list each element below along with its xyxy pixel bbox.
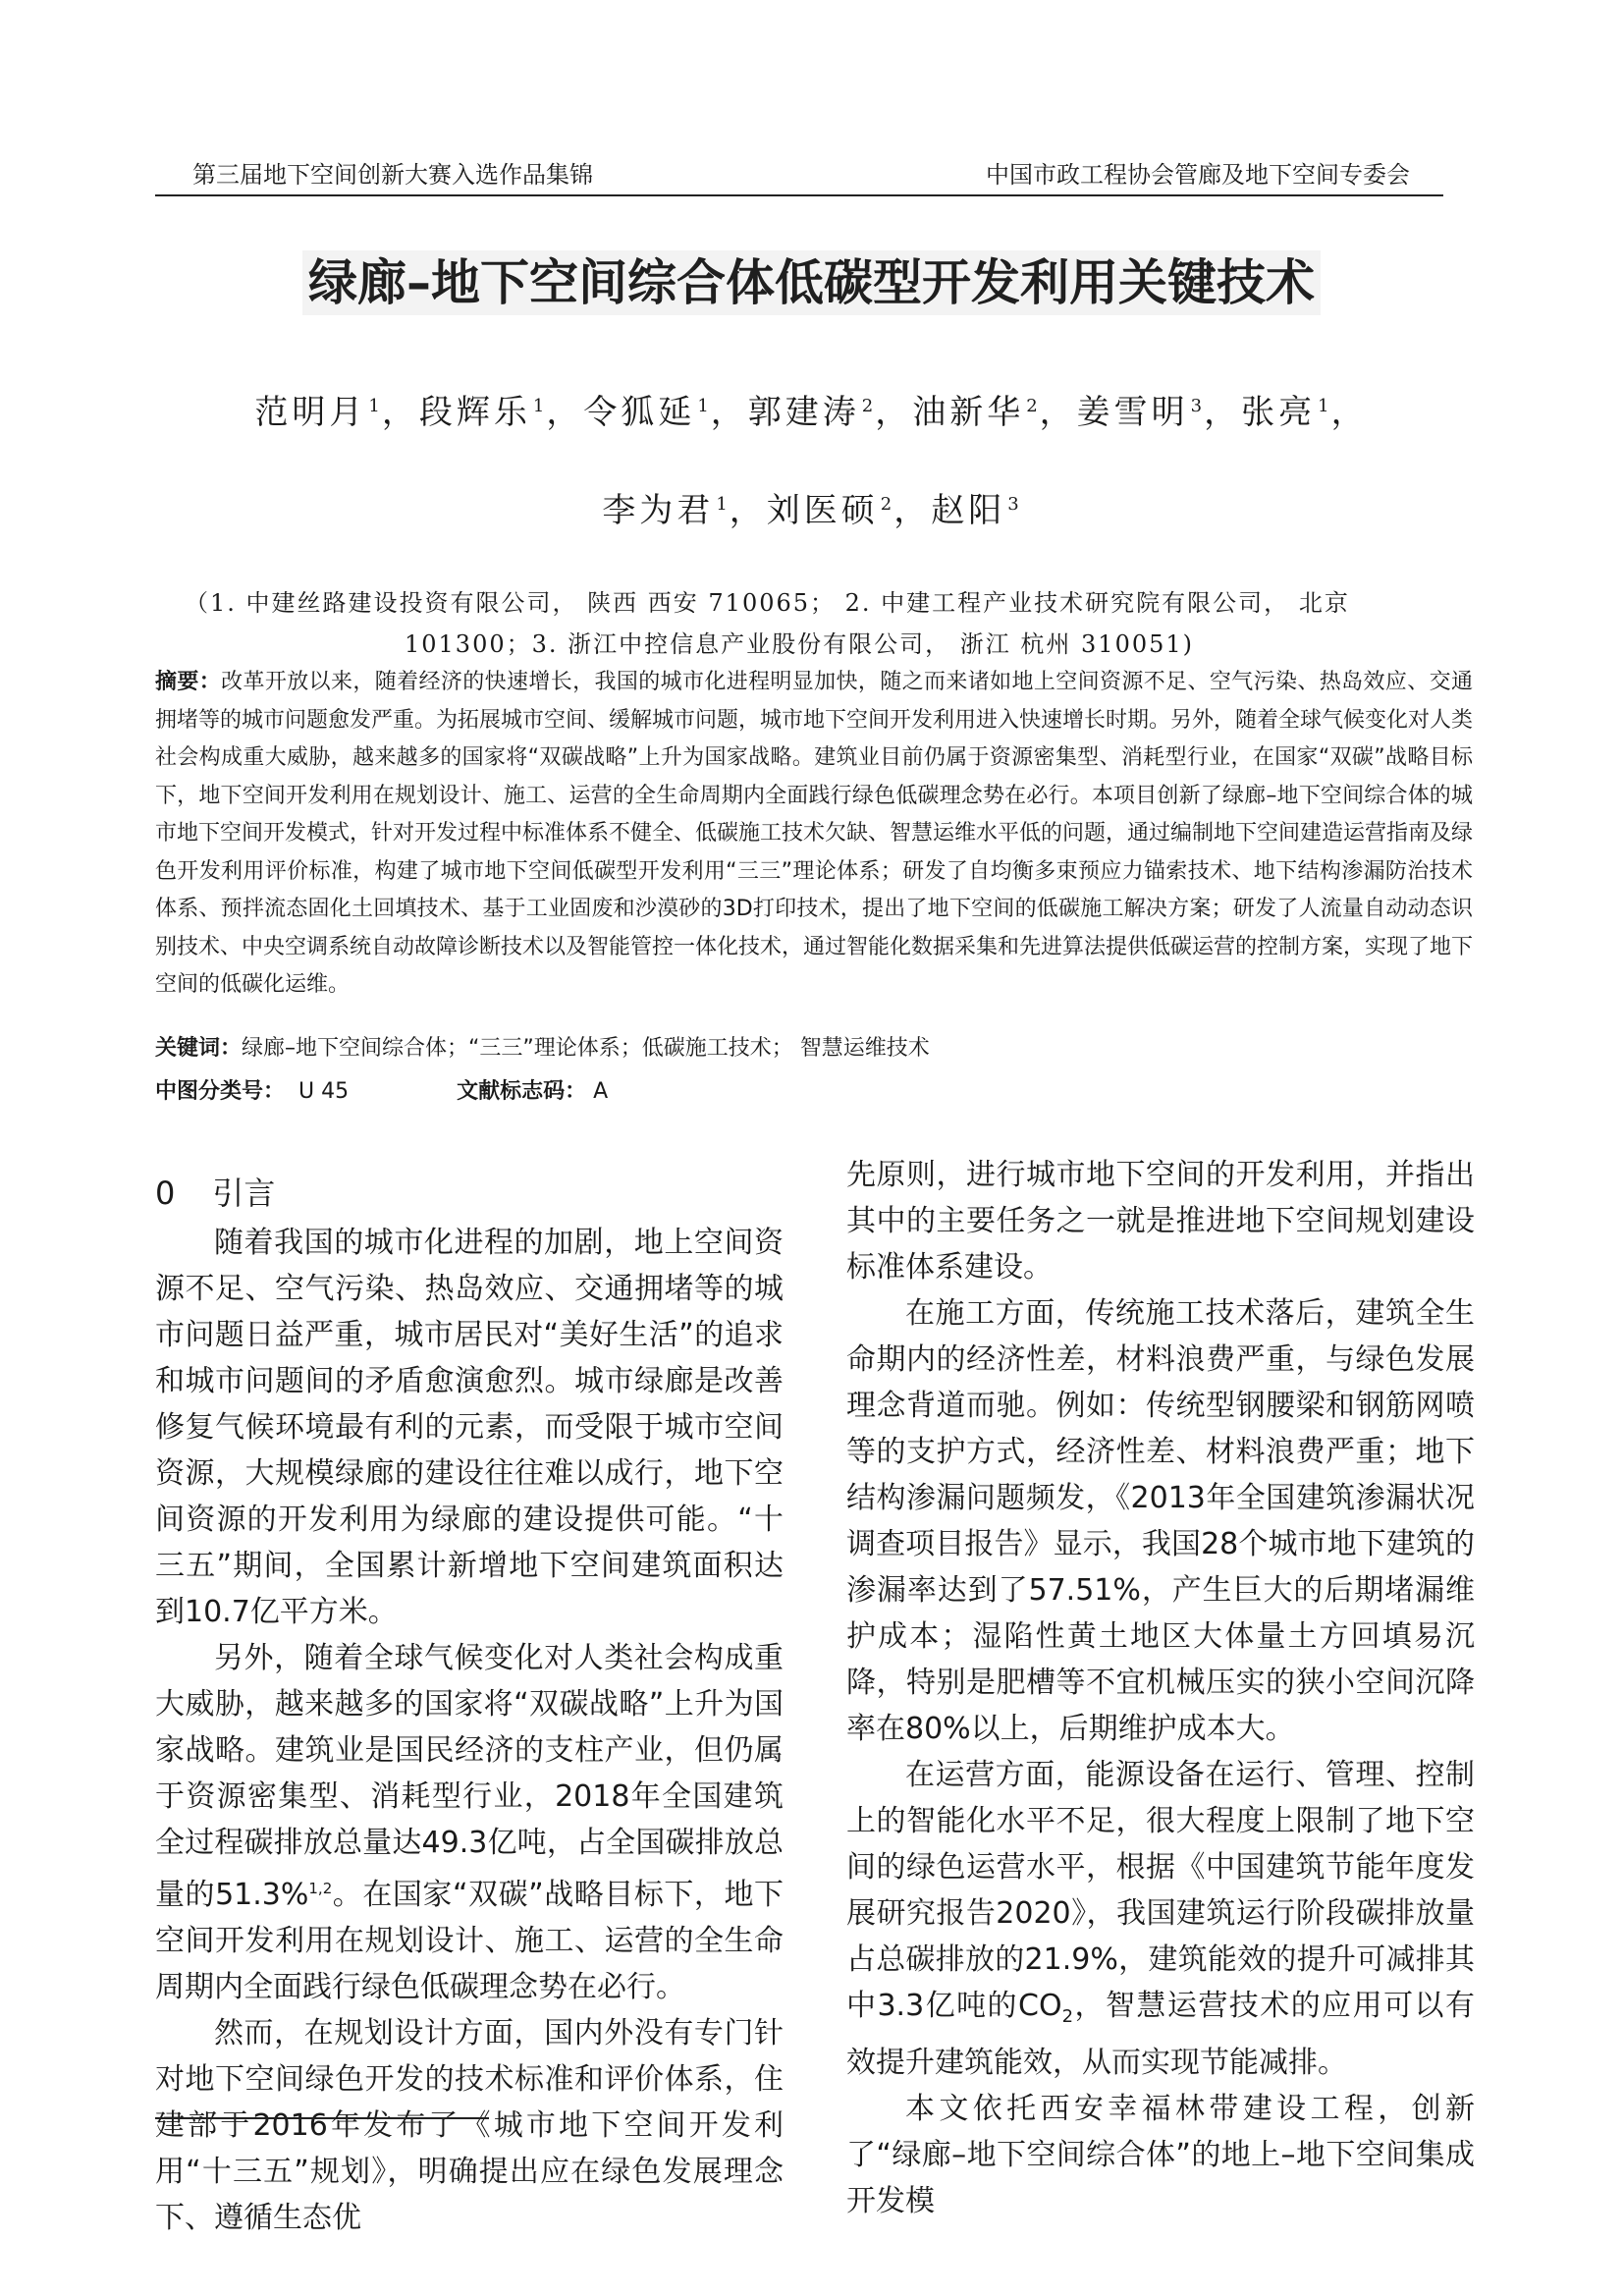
paragraph-text: 在运营方面，能源设备在运行、管理、控制上的智能化水平不足，很大程度上限制了地下空间的绿色运营水平，根据《中国建筑节能年度发展研究报告2020》，我国建筑运行阶段碳排放量占总碳排放的21.9%，建筑能效的提升可减排其中3.3亿吨的CO	[846, 1758, 1475, 2023]
keywords-text: 绿廊–地下空间综合体；“三三”理论体系；低碳施工技术； 智慧运维技术	[242, 1036, 930, 1061]
author-aff: 1	[532, 395, 545, 416]
header-left: 第三届地下空间创新大赛入选作品集锦	[192, 161, 593, 189]
paragraph: 先原则，进行城市地下空间的开发利用，并指出其中的主要任务之一就是推进地下空间规划建设标准体系建设。	[846, 1158, 1475, 1285]
paragraph: 本文依托西安幸福林带建设工程，创新了“绿廊–地下空间综合体”的地上–地下空间集成开发模	[846, 2092, 1475, 2218]
author: 张亮	[1241, 393, 1317, 432]
author-aff: 3	[1190, 395, 1203, 416]
doc-code-value: A	[593, 1079, 609, 1104]
paper-title-text: 绿廊–地下空间综合体低碳型开发利用关键技术	[302, 250, 1321, 315]
author: 范明月	[254, 393, 367, 432]
author-aff: 1	[1318, 395, 1329, 416]
classification	[155, 1074, 608, 1105]
running-header	[155, 147, 1443, 196]
paragraph-text: 。在国家“双碳”战略目标下，地下空间开发利用在规划设计、施工、运营的全生命周期内全面践行绿色低碳理念势在必行。	[155, 1878, 784, 2004]
author: 刘医硕	[766, 491, 879, 530]
section-heading	[155, 1169, 275, 1214]
author-aff: 1	[697, 395, 709, 416]
paragraph-text: 另外，随着全球气候变化对人类社会构成重大威胁，越来越多的国家将“双碳战略”上升为国家战略。建筑业是国民经济的支柱产业，但仍属于资源密集型、消耗型行业，2018年全国建筑全过程碳排放总量达49.3亿吨，占全国碳排放总量的51.3%	[155, 1641, 784, 1912]
paper-title	[0, 244, 1623, 314]
author: 赵阳	[931, 491, 1006, 530]
author-line-1: 范明月 $^1$，段辉乐 $^1$，令狐延 $^1$，郭建涛 $^2$，油新华 $^2$，姜雪明 $^3$，张亮 $^1$，	[254, 393, 1369, 432]
keywords	[155, 1031, 930, 1062]
author: 令狐延	[583, 393, 696, 432]
author-aff: 2	[1026, 395, 1038, 416]
author-aff: 2	[880, 493, 893, 515]
author-aff: 1	[368, 395, 380, 416]
left-column	[155, 1220, 784, 2241]
keywords-label: 关键词：	[155, 1036, 243, 1061]
abstract-label: 摘要：	[155, 670, 222, 694]
citation-ref: 1,2	[308, 1880, 333, 1897]
paragraph	[155, 1635, 784, 2010]
abstract-text: 改革开放以来，随着经济的快速增长，我国的城市化进程明显加快，随之而来诸如地上空间资源不足、空气污染、热岛效应、交通拥堵等的城市问题愈发严重。为拓展城市空间、缓解城市问题，城市地下空间开发利用进入快速增长时期。另外，随着全球气候变化对人类社会构成重大威胁，越来越多的国家将“双碳战略”上升为国家战略。建筑业目前仍属于资源密集型、消耗型行业，在国家“双碳”战略目标下，地下空间开发利用在规划设计、施工、运营的全生命周期内全面践行绿色低碳理念势在必行。本项目创新了绿廊–地下空间综合体的城市地下空间开发模式，针对开发过程中标准体系不健全、低碳施工技术欠缺、智慧运维水平低的问题，通过编制地下空间建造运营指南及绿色开发利用评价标准，构建了城市地下空间低碳型开发利用“三三”理论体系；研发了自均衡多束预应力锚索技术、地下结构渗漏防治技术体系、预拌流态固化土回填技术、基于工业固废和沙漠砂的3D打印技术，提出了地下空间的低碳施工解决方案；研发了人流量自动动态识别技术、中央空调系统自动故障诊断技术以及智能管控一体化技术，通过智能化数据采集和先进算法提供低碳运营的控制方案，实现了地下空间的低碳化运维。	[155, 670, 1474, 997]
paragraph: 然而，在规划设计方面，国内外没有专门针对地下空间绿色开发的技术标准和评价体系，住建部于2016年发布了《城市地下空间开发利用“十三五”规划》，明确提出应在绿色发展理念下、遵循生态优	[155, 2016, 784, 2235]
author: 郭建涛	[747, 393, 860, 432]
clc-label: 中图分类号：	[155, 1079, 286, 1104]
author: 李为君	[602, 491, 715, 530]
affiliation-line-2: 101300；3. 浙江中控信息产业股份有限公司， 浙江 杭州 310051)	[405, 630, 1195, 658]
section-title: 引言	[212, 1175, 276, 1212]
right-column	[846, 1152, 1475, 2224]
author: 姜雪明	[1076, 393, 1189, 432]
paragraph	[846, 1752, 1475, 2086]
section-number: 0	[155, 1175, 176, 1212]
author-aff: 1	[716, 493, 728, 515]
paragraph: 随着我国的城市化进程的加剧，地上空间资源不足、空气污染、热岛效应、交通拥堵等的城市问题日益严重，城市居民对“美好生活”的追求和城市问题间的矛盾愈演愈烈。城市绿廊是改善修复气候环境最有利的元素，而受限于城市空间资源，大规模绿廊的建设往往难以成行，地下空间资源的开发利用为绿廊的建设提供可能。“十三五”期间，全国累计新增地下空间建筑面积达到10.7亿平方米。	[155, 1226, 784, 1629]
author-aff: 2	[861, 395, 874, 416]
affiliation-line-1: （1. 中建丝路建设投资有限公司， 陕西 西安 710065； 2. 中建工程产业技术研究院有限公司， 北京	[185, 589, 1350, 617]
author-line-2: 李为君 $^1$，刘医硕 $^2$，赵阳 $^3$	[602, 491, 1019, 530]
author-aff: 3	[1007, 493, 1019, 515]
header-right: 中国市政工程协会管廊及地下空间专委会	[986, 161, 1410, 189]
clc-value: U 45	[298, 1079, 350, 1104]
subscript: 2	[1061, 2006, 1074, 2027]
author: 油新华	[912, 393, 1025, 432]
footnote-rule	[155, 2117, 489, 2119]
paragraph: 在施工方面，传统施工技术落后，建筑全生命期内的经济性差，材料浪费严重，与绿色发展理念背道而驰。例如：传统型钢腰梁和钢筋网喷等的支护方式，经济性差、材料浪费严重；地下结构渗漏问题频发，《2013年全国建筑渗漏状况调查项目报告》显示，我国28个城市地下建筑的渗漏率达到了57.51%，产生巨大的后期堵漏维护成本；湿陷性黄土地区大体量土方回填易沉降，特别是肥槽等不宜机械压实的狭小空间沉降率在80%以上，后期维护成本大。	[846, 1296, 1475, 1746]
author: 段辉乐	[418, 393, 531, 432]
paragraph-text: ，智慧运营技术的应用可以有效提升建筑能效，从而实现节能减排。	[846, 1989, 1476, 2080]
doc-code-label: 文献标志码：	[457, 1079, 587, 1104]
abstract	[155, 664, 1473, 1005]
